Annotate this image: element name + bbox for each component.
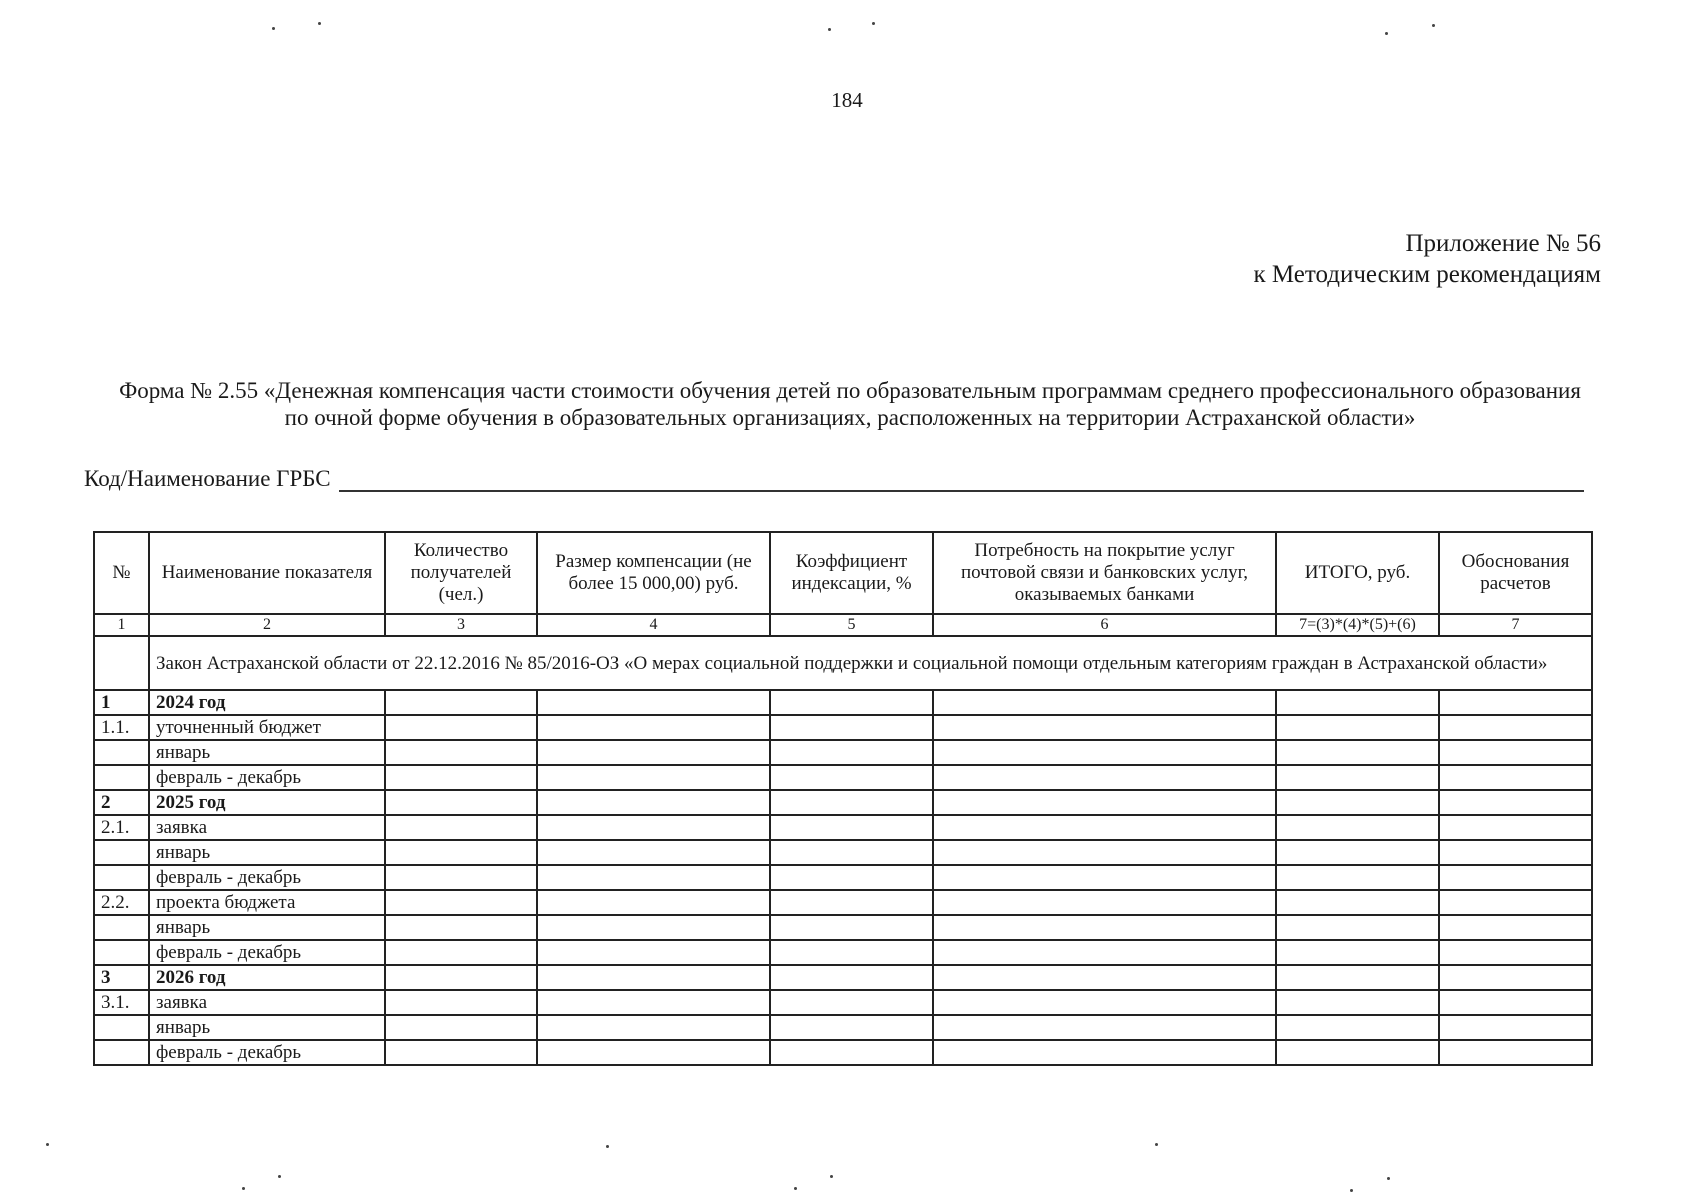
row-number (94, 765, 149, 790)
empty-value-cell (1276, 815, 1439, 840)
table-row (94, 765, 1592, 790)
empty-value-cell (537, 990, 770, 1015)
empty-value-cell (933, 990, 1276, 1015)
row-indicator-name: январь (149, 1015, 385, 1040)
empty-value-cell (1439, 790, 1592, 815)
row-indicator-name: 2025 год (149, 790, 385, 815)
row-number: 2.1. (94, 815, 149, 840)
empty-value-cell (1439, 890, 1592, 915)
header-cell-postal-bank-needs: Потребность на покрытие услуг почтовой связи и банковских услуг, оказываемых банками (933, 532, 1276, 614)
table-row (94, 890, 1592, 915)
scan-speck (872, 22, 875, 25)
empty-value-cell (537, 790, 770, 815)
scan-speck (830, 1175, 833, 1178)
header-cell-number: № (94, 532, 149, 614)
table-row (94, 690, 1592, 715)
table-row (94, 790, 1592, 815)
grbs-field (84, 466, 1584, 492)
empty-value-cell (933, 965, 1276, 990)
column-number: 1 (94, 614, 149, 636)
row-number (94, 1040, 149, 1065)
empty-value-cell (933, 740, 1276, 765)
appendix-subtitle: к Методическим рекомендациям (1253, 261, 1601, 288)
empty-value-cell (537, 940, 770, 965)
column-number: 5 (770, 614, 933, 636)
empty-value-cell (537, 1040, 770, 1065)
empty-value-cell (1439, 915, 1592, 940)
empty-value-cell (1439, 965, 1592, 990)
header-cell-recipients: Количество получателей (чел.) (385, 532, 537, 614)
empty-value-cell (537, 965, 770, 990)
scan-speck (606, 1145, 609, 1148)
table-row (94, 715, 1592, 740)
empty-value-cell (1276, 840, 1439, 865)
row-indicator-name: 2026 год (149, 965, 385, 990)
empty-value-cell (770, 765, 933, 790)
grbs-blank-line (339, 468, 1584, 492)
empty-value-cell (770, 815, 933, 840)
empty-value-cell (1276, 990, 1439, 1015)
empty-value-cell (770, 890, 933, 915)
table-row (94, 840, 1592, 865)
empty-value-cell (537, 715, 770, 740)
table-row (94, 990, 1592, 1015)
empty-value-cell (933, 690, 1276, 715)
empty-value-cell (537, 765, 770, 790)
row-indicator-name: январь (149, 915, 385, 940)
empty-value-cell (1276, 790, 1439, 815)
column-number: 6 (933, 614, 1276, 636)
row-number (94, 840, 149, 865)
empty-value-cell (385, 1015, 537, 1040)
empty-value-cell (933, 815, 1276, 840)
empty-value-cell (1439, 690, 1592, 715)
empty-value-cell (1439, 815, 1592, 840)
empty-value-cell (933, 765, 1276, 790)
empty-value-cell (537, 840, 770, 865)
column-number: 2 (149, 614, 385, 636)
empty-value-cell (1276, 915, 1439, 940)
column-number: 7=(3)*(4)*(5)+(6) (1276, 614, 1439, 636)
form-title: Форма № 2.55 «Денежная компенсация части стоимости обучения детей по образовательным программам среднего профессионального образования по очной форме обучения в образовательных организациях, расположенных на территории Астраханской области» (119, 378, 1581, 430)
empty-value-cell (385, 865, 537, 890)
law-row (94, 636, 1592, 690)
empty-value-cell (770, 790, 933, 815)
empty-value-cell (1276, 1015, 1439, 1040)
empty-value-cell (385, 815, 537, 840)
empty-value-cell (1276, 715, 1439, 740)
header-cell-justification: Обоснования расчетов (1439, 532, 1592, 614)
empty-value-cell (385, 990, 537, 1015)
empty-value-cell (1276, 740, 1439, 765)
empty-value-cell (385, 890, 537, 915)
empty-value-cell (933, 940, 1276, 965)
scan-speck (1387, 1177, 1390, 1180)
row-indicator-name: 2024 год (149, 690, 385, 715)
empty-value-cell (385, 1040, 537, 1065)
empty-value-cell (770, 915, 933, 940)
page-number: 184 (831, 88, 863, 112)
row-indicator-name: январь (149, 740, 385, 765)
table-row (94, 1040, 1592, 1065)
empty-value-cell (537, 815, 770, 840)
appendix-number: Приложение № 56 (1405, 230, 1601, 257)
row-number: 3 (94, 965, 149, 990)
scan-speck (242, 1187, 245, 1190)
row-indicator-name: проекта бюджета (149, 890, 385, 915)
empty-value-cell (385, 715, 537, 740)
row-indicator-name: февраль - декабрь (149, 1040, 385, 1065)
table-row (94, 815, 1592, 840)
row-number: 2 (94, 790, 149, 815)
empty-value-cell (1439, 715, 1592, 740)
empty-value-cell (770, 840, 933, 865)
empty-value-cell (1439, 940, 1592, 965)
empty-value-cell (385, 690, 537, 715)
empty-value-cell (1439, 765, 1592, 790)
row-number (94, 865, 149, 890)
table-row (94, 965, 1592, 990)
empty-value-cell (770, 1040, 933, 1065)
empty-value-cell (1276, 1040, 1439, 1065)
empty-value-cell (933, 915, 1276, 940)
scan-speck (1385, 32, 1388, 35)
scan-speck (46, 1143, 49, 1146)
row-indicator-name: заявка (149, 815, 385, 840)
empty-value-cell (537, 740, 770, 765)
empty-value-cell (1276, 690, 1439, 715)
row-indicator-name: февраль - декабрь (149, 940, 385, 965)
scan-speck (828, 28, 831, 31)
column-number: 4 (537, 614, 770, 636)
empty-value-cell (933, 1040, 1276, 1065)
table-row (94, 1015, 1592, 1040)
table-header-row (94, 532, 1592, 614)
empty-value-cell (1439, 740, 1592, 765)
scan-speck (1155, 1143, 1158, 1146)
report-table (93, 531, 1593, 1066)
empty-value-cell (770, 690, 933, 715)
empty-value-cell (933, 790, 1276, 815)
empty-value-cell (770, 965, 933, 990)
empty-value-cell (933, 890, 1276, 915)
empty-value-cell (1276, 965, 1439, 990)
row-indicator-name: заявка (149, 990, 385, 1015)
empty-value-cell (770, 740, 933, 765)
empty-value-cell (385, 740, 537, 765)
row-indicator-name: январь (149, 840, 385, 865)
empty-value-cell (385, 790, 537, 815)
empty-value-cell (1276, 865, 1439, 890)
column-number: 3 (385, 614, 537, 636)
row-indicator-name: февраль - декабрь (149, 765, 385, 790)
empty-value-cell (770, 715, 933, 740)
table-row (94, 865, 1592, 890)
empty-value-cell (933, 715, 1276, 740)
row-number (94, 915, 149, 940)
scan-speck (1432, 24, 1435, 27)
empty-value-cell (385, 915, 537, 940)
empty-value-cell (1439, 990, 1592, 1015)
row-number (94, 740, 149, 765)
empty-value-cell (1276, 890, 1439, 915)
empty-value-cell (770, 1015, 933, 1040)
empty-value-cell (770, 865, 933, 890)
empty-value-cell (933, 840, 1276, 865)
row-number (94, 940, 149, 965)
table-row (94, 740, 1592, 765)
scan-speck (272, 27, 275, 30)
empty-value-cell (385, 965, 537, 990)
table-row (94, 915, 1592, 940)
empty-value-cell (537, 690, 770, 715)
empty-value-cell (385, 765, 537, 790)
empty-value-cell (537, 890, 770, 915)
empty-value-cell (1439, 865, 1592, 890)
empty-value-cell (1439, 1015, 1592, 1040)
column-number: 7 (1439, 614, 1592, 636)
appendix-reference (1253, 228, 1601, 290)
empty-value-cell (537, 915, 770, 940)
empty-value-cell (933, 865, 1276, 890)
row-number: 3.1. (94, 990, 149, 1015)
empty-value-cell (537, 1015, 770, 1040)
row-number (94, 1015, 149, 1040)
scan-speck (1350, 1189, 1353, 1192)
empty-value-cell (933, 1015, 1276, 1040)
scan-speck (794, 1187, 797, 1190)
header-cell-indicator-name: Наименование показателя (149, 532, 385, 614)
empty-value-cell (770, 940, 933, 965)
row-indicator-name: февраль - декабрь (149, 865, 385, 890)
header-cell-indexation: Коэффициент индексации, % (770, 532, 933, 614)
empty-value-cell (385, 840, 537, 865)
empty-value-cell (770, 990, 933, 1015)
empty-value-cell (537, 865, 770, 890)
empty-value-cell (1276, 765, 1439, 790)
empty-value-cell (1276, 940, 1439, 965)
empty-value-cell (1439, 1040, 1592, 1065)
scan-speck (318, 22, 321, 25)
table-row (94, 940, 1592, 965)
law-row-number-cell (94, 636, 149, 690)
column-number-row (94, 614, 1592, 636)
scan-speck (278, 1175, 281, 1178)
empty-value-cell (385, 940, 537, 965)
header-cell-compensation: Размер компенсации (не более 15 000,00) руб. (537, 532, 770, 614)
empty-value-cell (1439, 840, 1592, 865)
grbs-label: Код/Наименование ГРБС (84, 466, 331, 491)
row-indicator-name: уточненный бюджет (149, 715, 385, 740)
row-number: 1 (94, 690, 149, 715)
row-number: 1.1. (94, 715, 149, 740)
row-number: 2.2. (94, 890, 149, 915)
header-cell-total: ИТОГО, руб. (1276, 532, 1439, 614)
law-text: Закон Астраханской области от 22.12.2016 № 85/2016-ОЗ «О мерах социальной поддержки и социальной помощи отдельным категориям граждан в Астраханской области» (149, 636, 1592, 690)
